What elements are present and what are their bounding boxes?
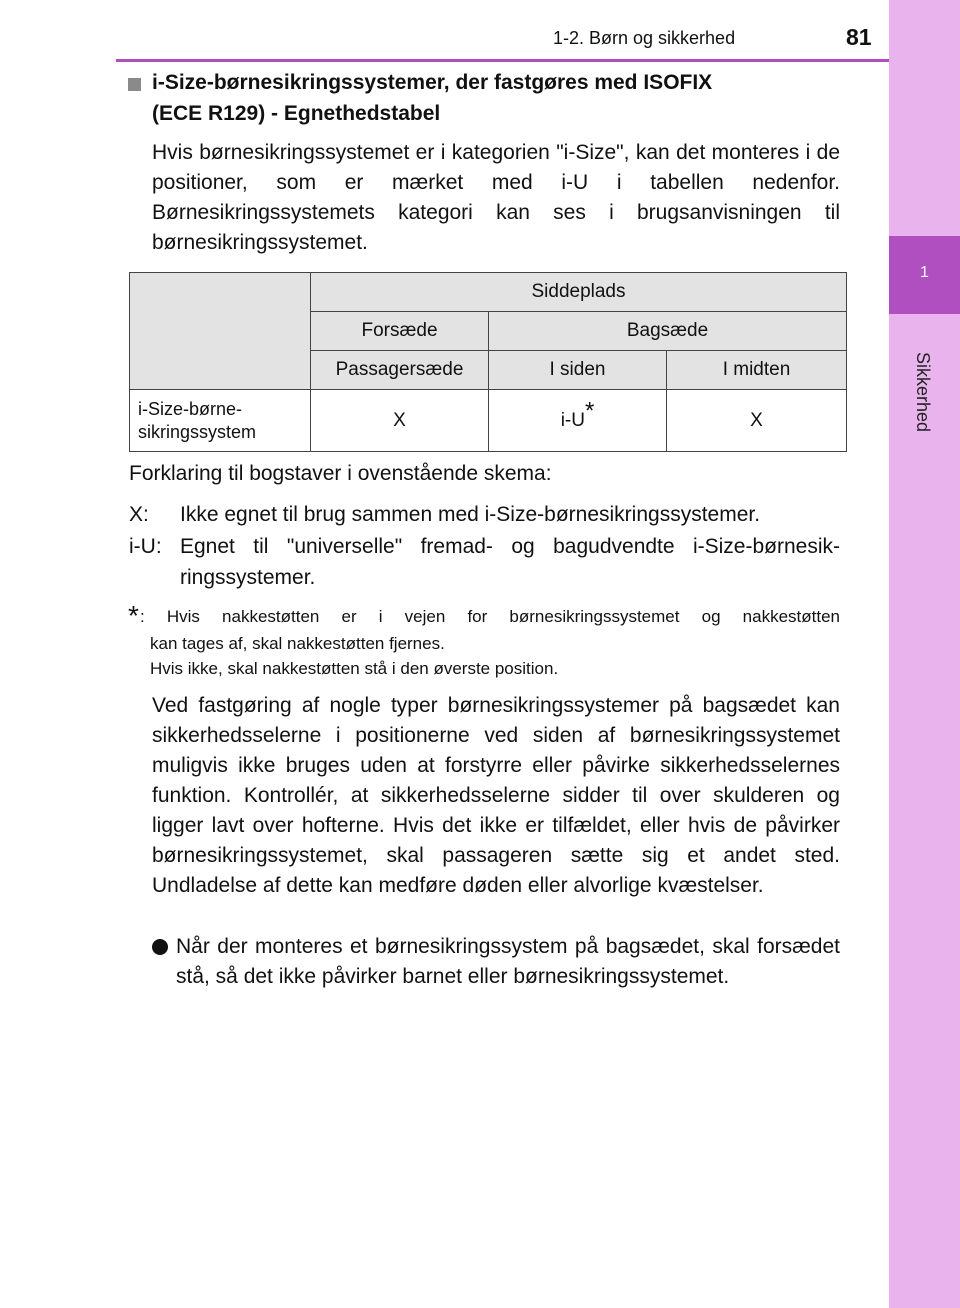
header-rear-middle: I midten [667, 351, 847, 390]
legend-iu-key: i-U: [129, 535, 162, 558]
header-rear-side: I siden [489, 351, 667, 390]
legend-x-key: X: [129, 503, 149, 526]
bullet-dot-icon [152, 939, 168, 955]
bullet-text: Når der monteres et børnesikringssystem på bagsædet, skal forsædet stå, så det ikke påvirker barnet eller børnesikringssystemet. [176, 935, 840, 988]
footnote-line-1: : Hvis nakkestøtten er i vejen for børnesikringssystemet og nakkestøtten [140, 607, 840, 626]
legend-title: Forklaring til bogstaver i ovenstående skema: [129, 462, 552, 485]
suitability-table [129, 272, 847, 452]
page-number: 81 [846, 24, 872, 50]
section-title: 1-2. Børn og sikkerhed [553, 28, 736, 48]
heading-line-1: i-Size-børnesikringssystemer, der fastgøres med ISOFIX [152, 71, 713, 94]
chapter-number: 1 [920, 264, 929, 281]
header-rule [116, 59, 889, 62]
legend-x-text: Ikke egnet til brug sammen med i-Size-børnesikringssystemer. [180, 503, 761, 526]
footnote-line-3: Hvis ikke, skal nakkestøtten stå i den øverste position. [150, 659, 559, 678]
chapter-label: Sikkerhed [913, 352, 933, 433]
cell-rear-side [489, 390, 667, 452]
row-label [130, 390, 311, 452]
table-corner [130, 273, 311, 390]
chapter-tab [889, 236, 960, 314]
intro-paragraph: Hvis børnesikringssystemet er i kategorien "i-Size", kan det monteres i de positioner, som er mærket med i-U i tabellen nedenfor. Børnesikringssystemets kategori kan ses i brugsanvisningen til børnesikringssystemet. [152, 141, 840, 254]
heading-square-icon [128, 78, 141, 91]
footnote-line-2: kan tages af, skal nakkestøtten fjernes. [150, 634, 445, 653]
cell-rear-middle: X [667, 390, 847, 452]
header-rear-seat: Bagsæde [489, 312, 847, 351]
warning-paragraph: Ved fastgøring af nogle typer børnesikringssystemer på bagsædet kan sikkerhedsselerne i positionerne ved siden af børnesikringssystemet muligvis ikke bruges uden at forstyrre eller påvirke sikkerhedsselernes funktion. Kontrollér, at sikkerhedsselerne sidder til over skulderen og ligger lavt over hofterne. Hvis det ikke er tilfældet, eller hvis de påvirker børnesikringssystemet, skal passageren sætte sig et andet sted. Undladelse af dette kan medføre døden eller alvorlige kvæstelser. [152, 694, 840, 897]
header-seat-position: Siddeplads [311, 273, 847, 312]
header-front-seat: Forsæde [311, 312, 489, 351]
asterisk-mark: * [584, 397, 595, 425]
cell-rear-side-value: i-U [560, 409, 585, 431]
header-passenger-seat: Passagersæde [311, 351, 489, 390]
row-label-line-2: sikringssystem [138, 421, 257, 442]
legend-iu-text-1: Egnet til "universelle" fremad- og bagudvendte i-Size-børnesik- [180, 535, 840, 558]
row-label-line-1: i-Size-børne- [138, 398, 243, 419]
heading-line-2: (ECE R129) - Egnethedstabel [152, 102, 441, 125]
side-tab-strip [889, 0, 960, 1308]
legend-iu-text-2: ringssystemer. [180, 566, 316, 589]
footnote-asterisk: * [128, 600, 139, 631]
cell-front-passenger: X [311, 390, 489, 452]
